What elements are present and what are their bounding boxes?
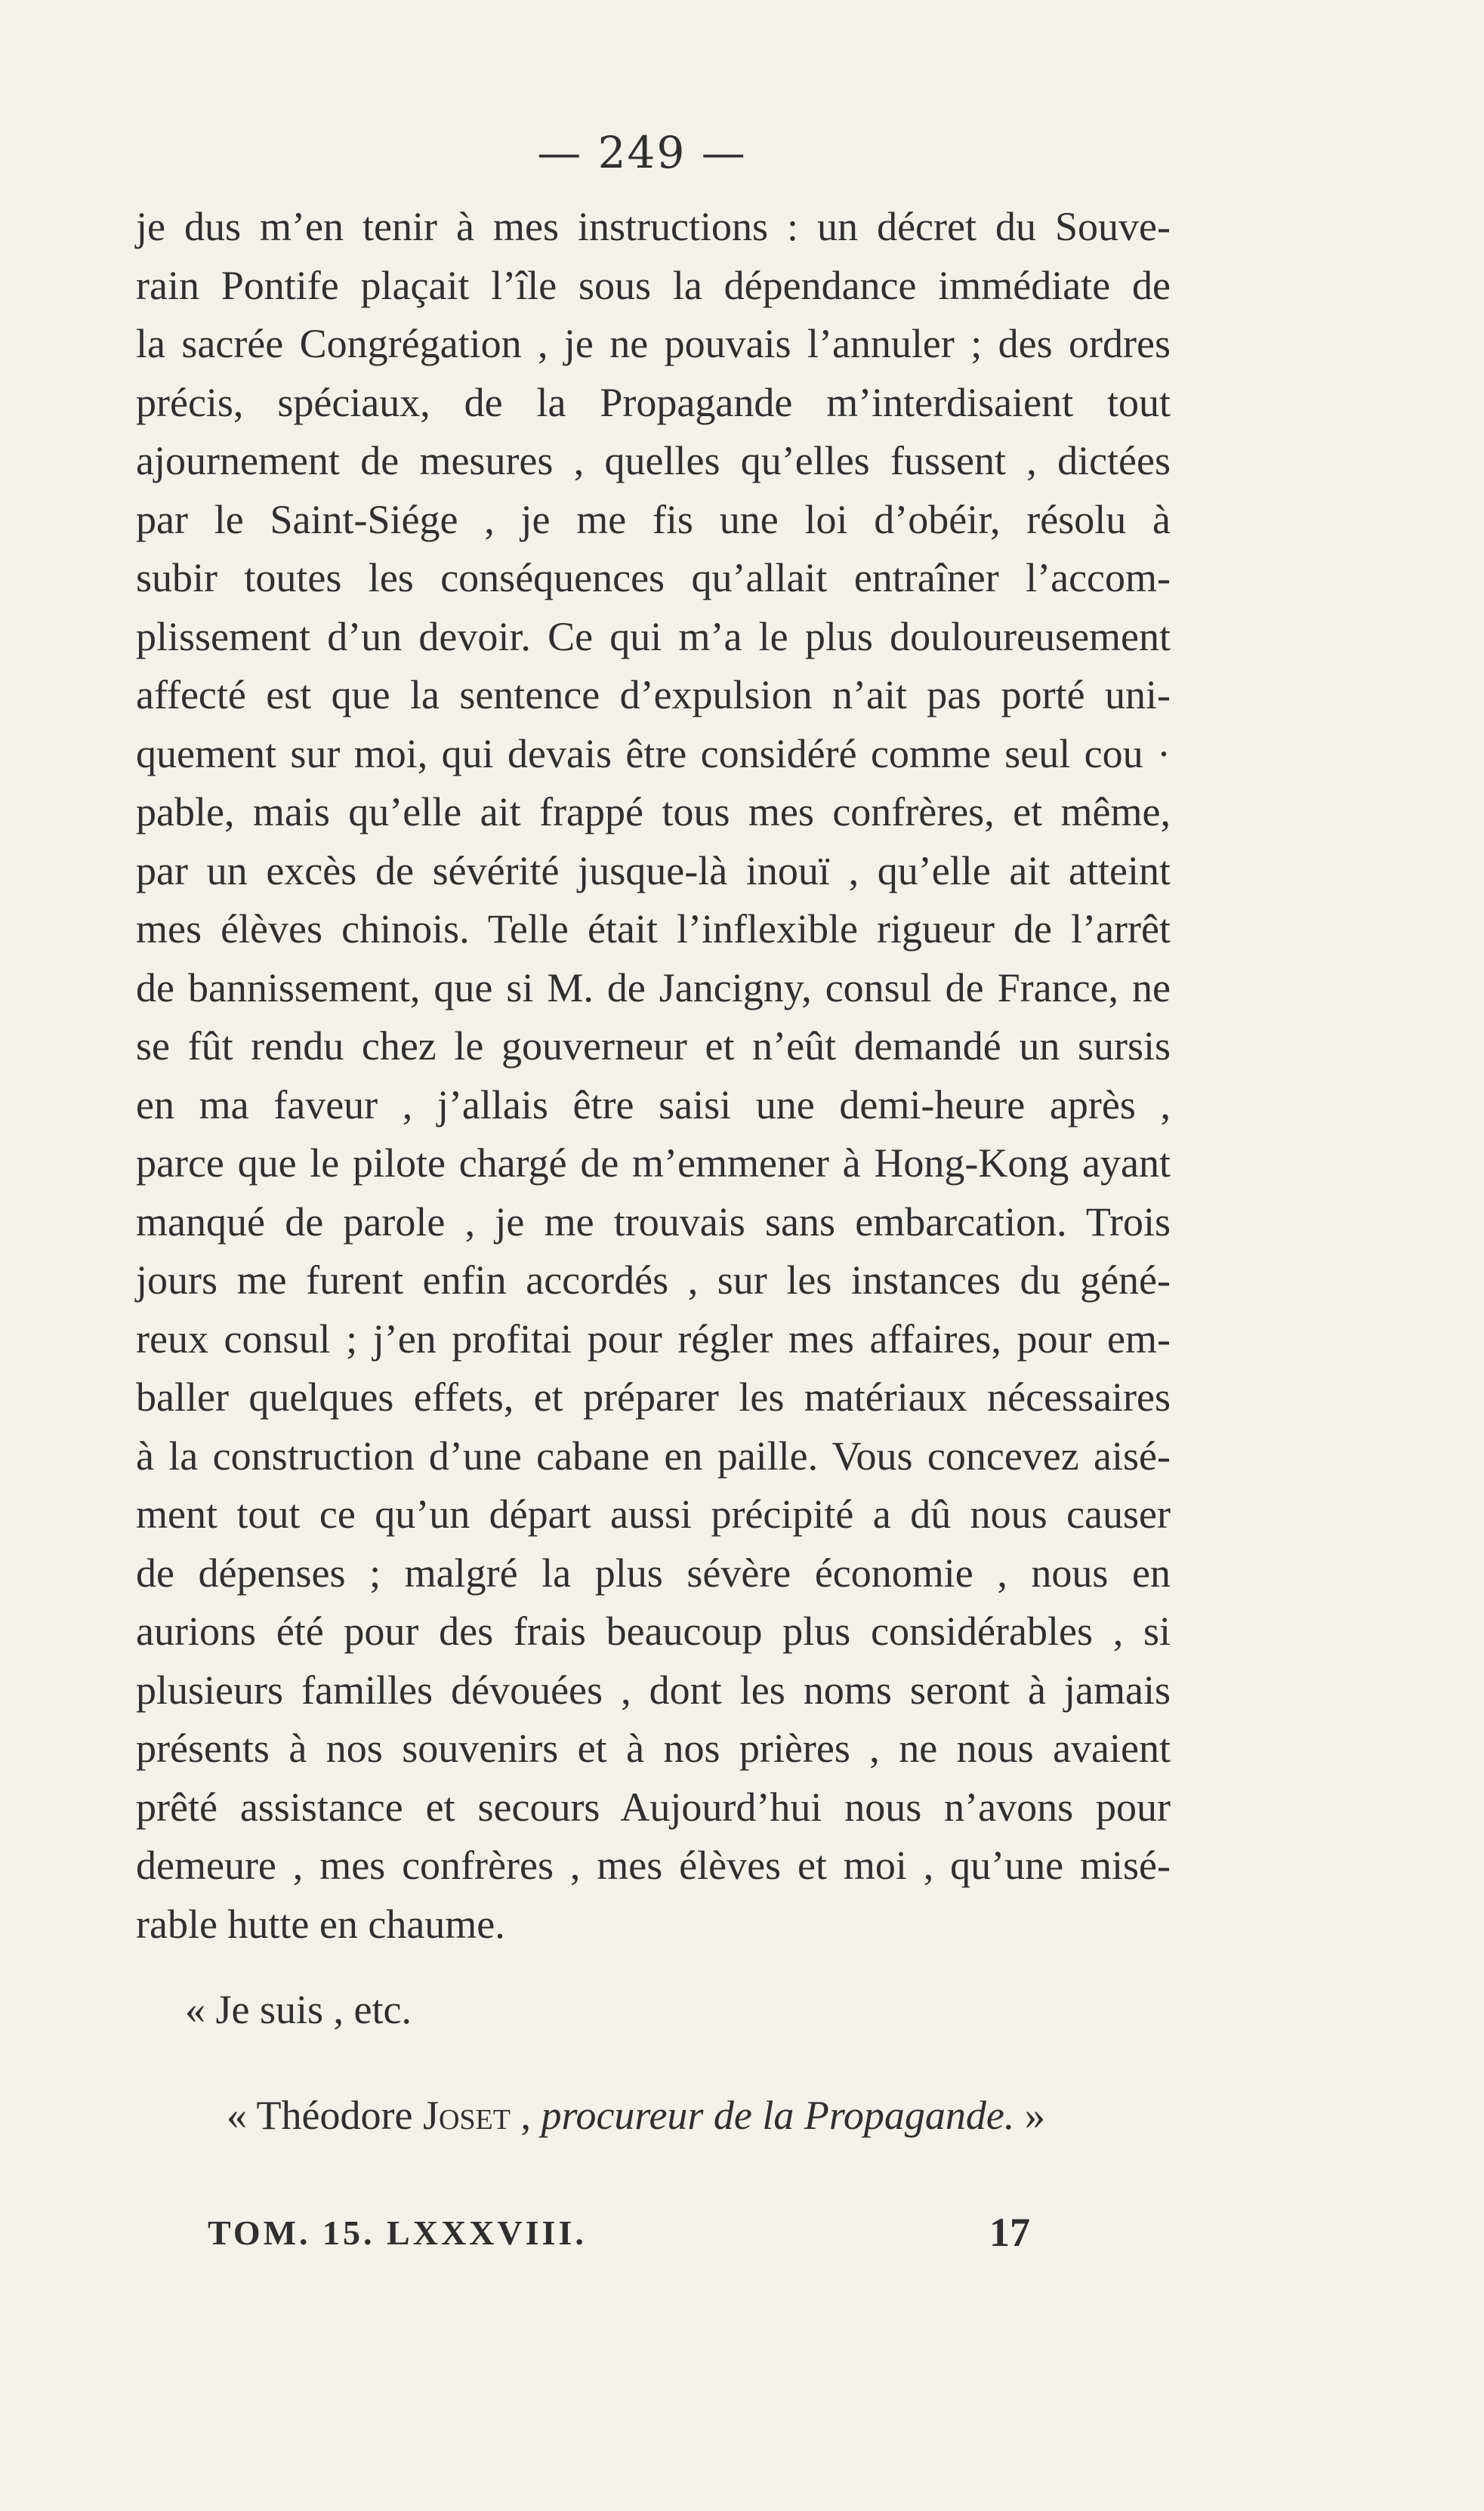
- text-line: présents à nos souvenirs et à nos prières , ne nous avaient: [136, 1726, 1171, 1771]
- text-line: à la construction d’une cabane en paille. Vous concevez aisé-: [136, 1433, 1171, 1479]
- text-line: mes élèves chinois. Telle était l’inflexible rigueur de l’arrêt: [136, 906, 1171, 952]
- signatory-first-name: Théodore: [256, 2093, 423, 2138]
- text-line: je dus m’en tenir à mes instructions : un décret du Souve-: [136, 204, 1171, 249]
- text-line: rable hutte en chaume.: [136, 1901, 505, 1947]
- text-line: la sacrée Congrégation , je ne pouvais l’annuler ; des ordres: [136, 321, 1171, 366]
- text-line: prêté assistance et secours Aujourd’hui nous n’avons pour: [136, 1784, 1171, 1830]
- open-quote: «: [227, 2093, 257, 2138]
- printer-signature-mark: TOM. 15. LXXXVIII.: [208, 2213, 587, 2252]
- body-text: [136, 198, 1171, 1954]
- text-line: subir toutes les conséquences qu’allait entraîner l’accom-: [136, 555, 1171, 600]
- signatory-title: procureur de la Propagande.: [541, 2093, 1015, 2138]
- text-line: plusieurs familles dévouées , dont les noms seront à jamais: [136, 1667, 1171, 1713]
- text-line: de dépenses ; malgré la plus sévère économie , nous en: [136, 1550, 1171, 1596]
- signature-line: [227, 2092, 1045, 2139]
- page-number: — 249 —: [537, 127, 747, 178]
- text-line: de bannissement, que si M. de Jancigny, consul de France, ne: [136, 964, 1171, 1010]
- text-line: jours me furent enfin accordés , sur les instances du géné-: [136, 1257, 1171, 1303]
- sheet-number: 17: [989, 2210, 1030, 2255]
- text-line: pable, mais qu’elle ait frappé tous mes confrères, et même,: [136, 789, 1171, 834]
- signature-separator: ,: [510, 2093, 541, 2138]
- text-line: se fût rendu chez le gouverneur et n’eût demandé un sursis: [136, 1023, 1171, 1069]
- text-line: par un excès de sévérité jusque-là inouï , qu’elle ait atteint: [136, 847, 1171, 893]
- text-line: ment tout ce qu’un départ aussi précipité a dû nous causer: [136, 1491, 1171, 1537]
- closing-formula: « Je suis , etc.: [185, 1987, 412, 2032]
- text-line: aurions été pour des frais beaucoup plus considérables , si: [136, 1609, 1171, 1654]
- text-line: plissement d’un devoir. Ce qui m’a le plus douloureusement: [136, 613, 1171, 659]
- text-line: ajournement de mesures , quelles qu’elles fussent , dictées: [136, 438, 1171, 483]
- text-line: quement sur moi, qui devais être considéré comme seul cou ·: [136, 730, 1171, 776]
- signatory-last-name: Joset: [422, 2093, 511, 2138]
- text-line: affecté est que la sentence d’expulsion n’ait pas porté uni-: [136, 672, 1171, 717]
- text-line: en ma faveur , j’allais être saisi une demi-heure après ,: [136, 1081, 1171, 1127]
- text-line: précis, spéciaux, de la Propagande m’interdisaient tout: [136, 379, 1171, 425]
- text-line: rain Pontife plaçait l’île sous la dépendance immédiate de: [136, 262, 1171, 308]
- text-line: baller quelques effets, et préparer les matériaux nécessaires: [136, 1374, 1171, 1420]
- close-quote: »: [1014, 2093, 1045, 2138]
- text-line: manqué de parole , je me trouvais sans embarcation. Trois: [136, 1198, 1171, 1245]
- text-line: par le Saint-Siége , je me fis une loi d’obéir, résolu à: [136, 496, 1171, 542]
- text-line: reux consul ; j’en profitai pour régler mes affaires, pour em-: [136, 1316, 1171, 1362]
- text-line: parce que le pilote chargé de m’emmener à Hong-Kong ayant: [136, 1140, 1171, 1186]
- text-line: demeure , mes confrères , mes élèves et moi , qu’une misé-: [136, 1843, 1171, 1888]
